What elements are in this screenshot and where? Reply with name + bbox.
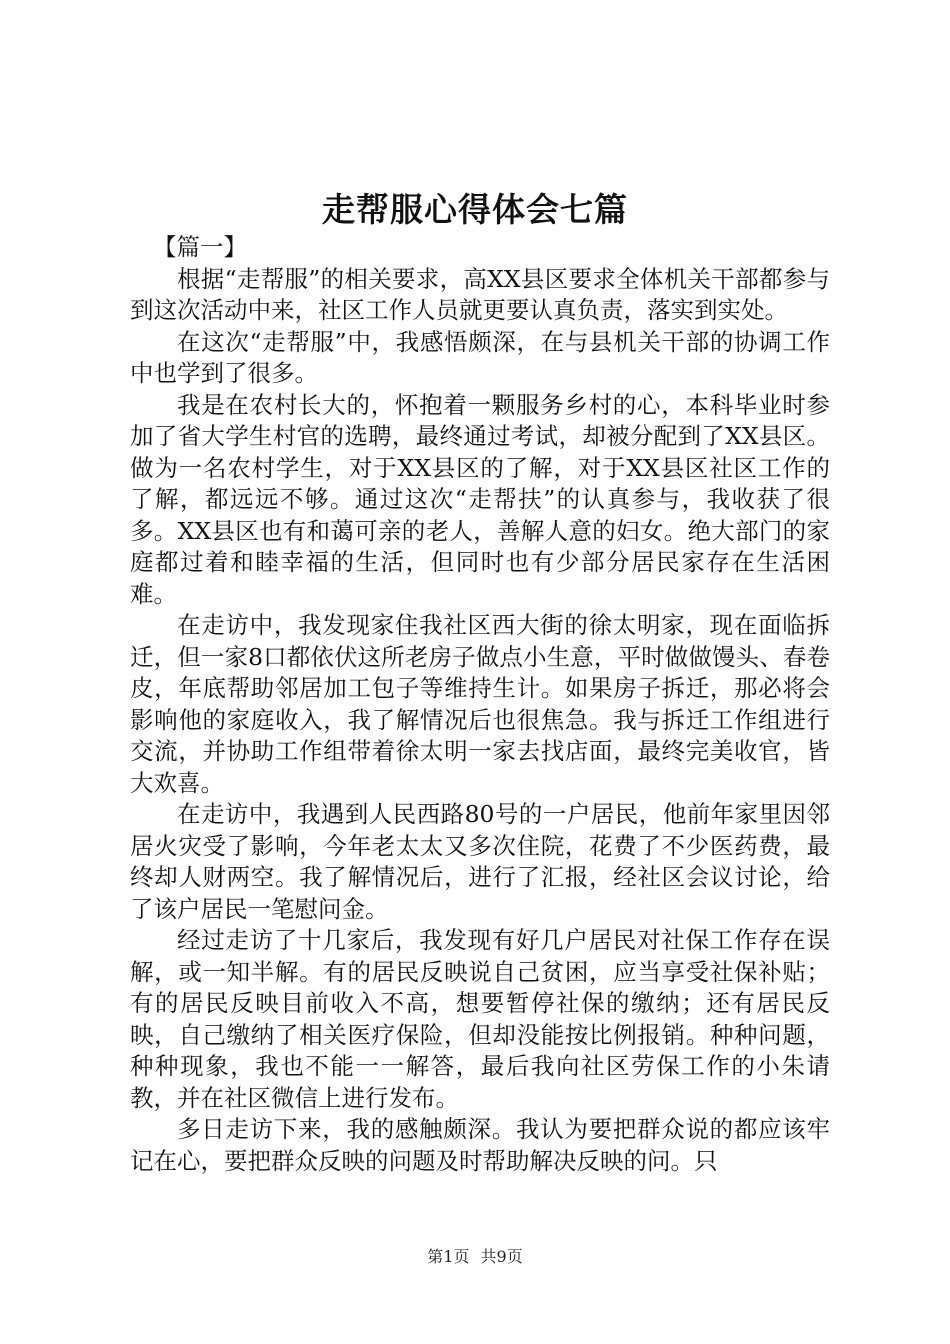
page-footer (0, 1245, 950, 1269)
paragraph: 在这次“走帮服”中，我感悟颇深，在与县机关干部的协调工作中也学到了很多。 (130, 327, 830, 387)
paragraph: 我是在农村长大的，怀抱着一颗服务乡村的心，本科毕业时参加了省大学生村官的选聘，最终通过考试，却被分配到了XX县区。做为一名农村学生，对于XX县区的了解，对于XX县区社区工作的了解，都远远不够。通过这次“走帮扶”的认真参与，我收获了很多。XX县区也有和蔼可亲的老人，善解人意的妇女。绝大部门的家庭都过着和睦幸福的生活，但同时也有少部分居民家存在生活困难。 (130, 390, 830, 608)
total-pages: 共9页 (480, 1247, 523, 1266)
paragraph: 在走访中，我发现家住我社区西大街的徐太明家，现在面临拆迁，但一家8口都依伏这所老房子做点小生意，平时做做馒头、春卷皮，年底帮助邻居加工包子等维持生计。如果房子拆迁，那必将会影响他的家庭收入，我了解情况后也很焦急。我与拆迁工作组进行交流，并协助工作组带着徐太明一家去找店面，最终完美收官，皆大欢喜。 (130, 611, 830, 797)
document-title: 走帮服心得体会七篇 (322, 190, 628, 229)
paragraph: 在走访中，我遇到人民西路80号的一户居民，他前年家里因邻居火灾受了影响，今年老太太又多次住院，花费了不少医药费，最终却人财两空。我了解情况后，进行了汇报，经社区会议讨论，给了该户居民一笔慰问金。 (130, 800, 830, 923)
paragraph: 经过走访了十几家后，我发现有好几户居民对社保工作存在误解，或一知半解。有的居民反映说自己贫困，应当享受社保补贴；有的居民反映目前收入不高，想要暂停社保的缴纳；还有居民反映，自己缴纳了相关医疗保险，但却没能按比例报销。种种问题，种种现象，我也不能一一解答，最后我向社区劳保工作的小朱请教，并在社区微信上进行发布。 (130, 926, 830, 1112)
paragraph: 多日走访下来，我的感触颇深。我认为要把群众说的都应该牢记在心，要把群众反映的问题及时帮助解决反映的问。只 (130, 1115, 830, 1175)
document-body (130, 232, 830, 1177)
paragraph: 根据“走帮服”的相关要求，高XX县区要求全体机关干部都参与到这次活动中来，社区工作人员就更要认真负责，落实到实处。 (130, 264, 830, 324)
page-number: 第1页 (427, 1247, 470, 1266)
section-label: 【篇一】 (153, 233, 247, 261)
